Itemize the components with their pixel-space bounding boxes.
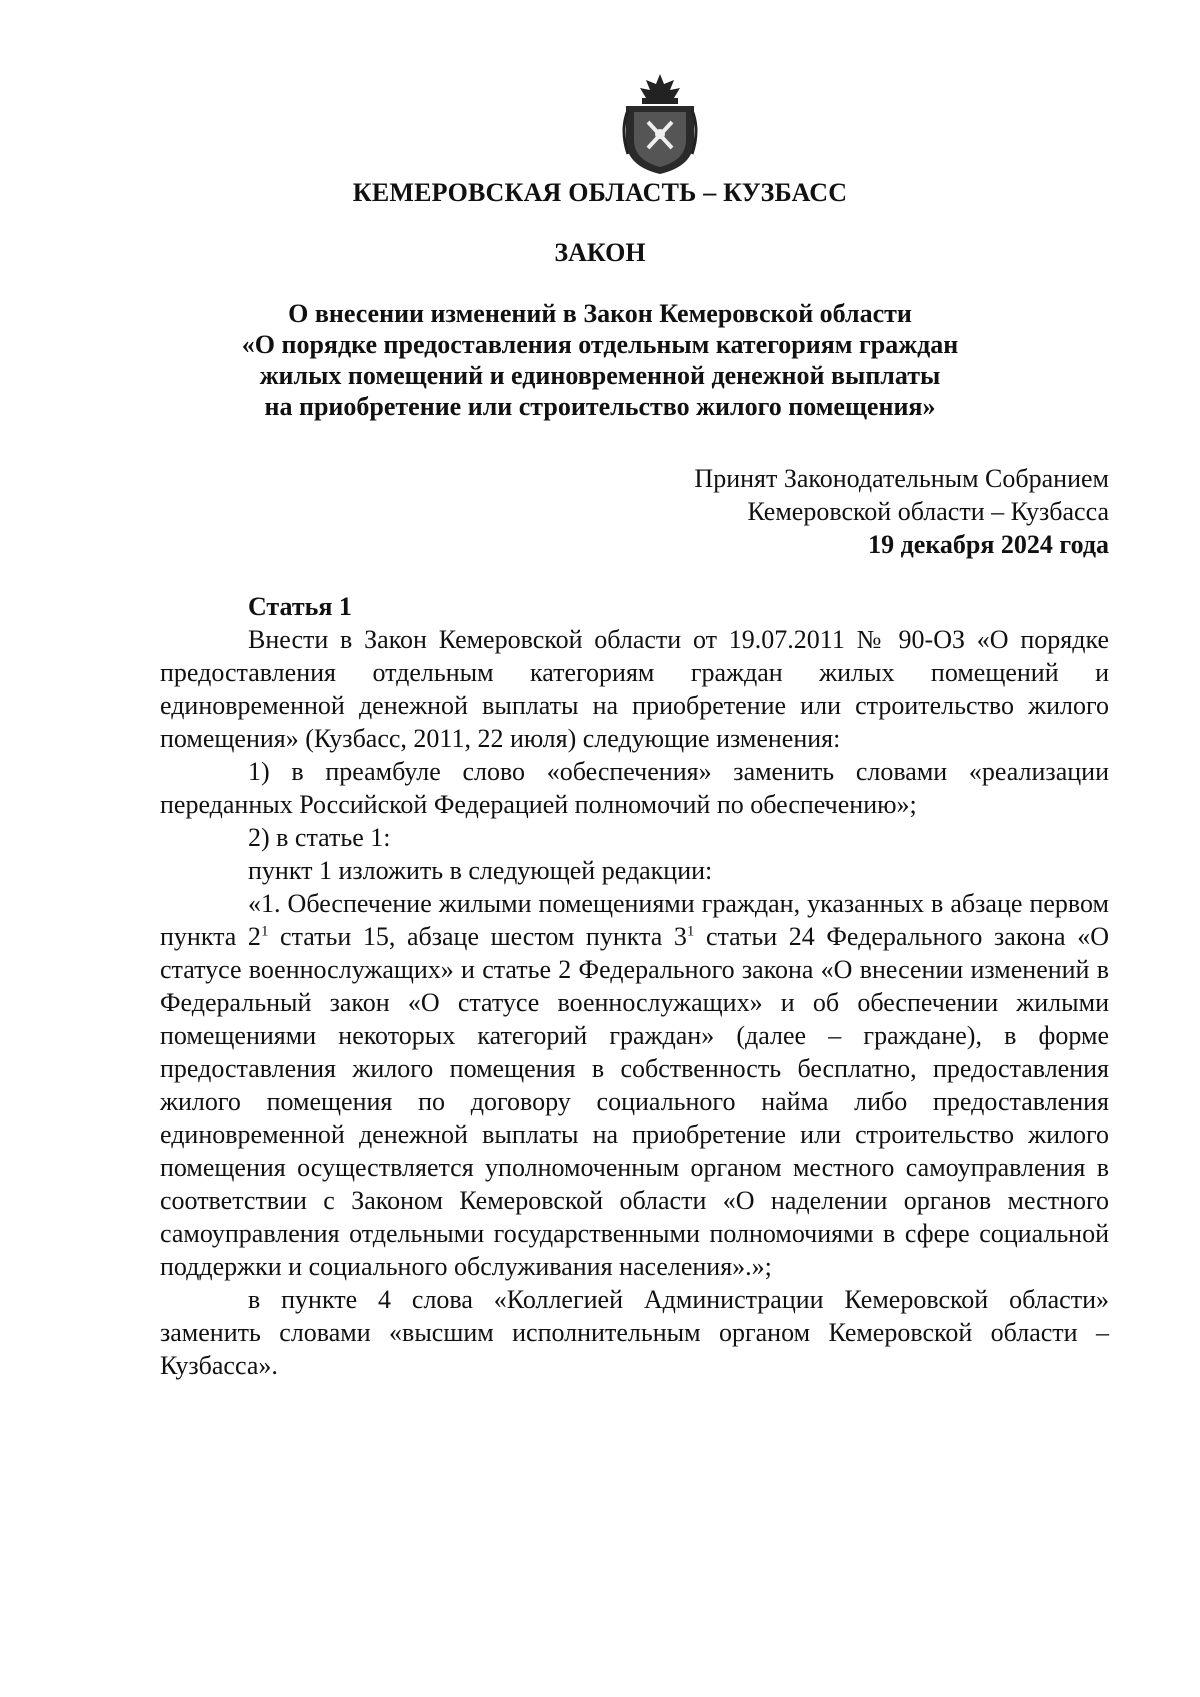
law-title-line: О внесении изменений в Закон Кемеровской области [288,299,912,328]
law-title-line: «О порядке предоставления отдельным категориям граждан [241,330,959,359]
article-body [160,590,1109,1382]
article-item: в пункте 4 слова «Коллегией Администрации Кемеровской области» заменить словами «высшим исполнительным органом Кемеровской области – Кузбасса». [160,1285,1109,1380]
document-type: ЗАКОН [554,238,646,267]
superscript: 1 [260,923,269,940]
superscript: 1 [686,923,695,940]
quoted-paragraph [160,887,1109,1283]
article-item: 2) в статье 1: [248,823,391,852]
quote-text: статьи 24 Федерального закона «О статусе военнослужащих» и статье 2 Федерального закона «О внесении изменений в Федеральный закон «О статусе военнослужащих» и об обеспечении жилыми помещениями некоторых категорий граждан» (далее – граждане), в форме предоставления жилого помещения в собственность бесплатно, предоставления жилого помещения по договору социального найма либо предоставления единовременной денежной выплаты на приобретение или строительство жилого помещения осуществляется уполномоченным органом местного самоуправления в соответствии с Законом Кемеровской области «О наделении органов местного самоуправления отдельными государственными полномочиями в сфере социальной поддержки и социального обслуживания населения».»; [160,922,1109,1281]
article-intro: Внести в Закон Кемеровской области от 19.07.2011 № 90-ОЗ «О порядке предоставления отдельным категориям граждан жилых помещений и единовременной денежной выплаты на приобретение или строительство жилого помещения» (Кузбасс, 2011, 22 июля) следующие изменения: [160,625,1109,753]
adoption-date: 19 декабря 2024 года [868,530,1109,559]
coat-of-arms-icon [618,70,702,178]
law-title [0,298,1200,422]
quote-text: статьи 15, абзаце шестом пункта 3 [268,922,687,951]
article-heading: Статья 1 [248,592,352,621]
adoption-line: Принят Законодательным Собранием [694,464,1109,493]
region-heading: КЕМЕРОВСКАЯ ОБЛАСТЬ – КУЗБАСС [352,178,848,207]
law-title-line: на приобретение или строительство жилого помещения» [264,392,936,421]
article-subitem: пункт 1 изложить в следующей редакции: [248,856,713,885]
adoption-line: Кемеровской области – Кузбасса [747,497,1109,526]
article-item: 1) в преамбуле слово «обеспечения» заменить словами «реализации переданных Российской Федерацией полномочий по обеспечению»; [160,757,1109,819]
quote-text: «1. Обеспечение жилыми помещениями граждан, указанных в абзаце первом пункта 2 [160,889,1109,951]
law-title-line: жилых помещений и единовременной денежной выплаты [259,361,941,390]
adoption-block [694,462,1109,561]
